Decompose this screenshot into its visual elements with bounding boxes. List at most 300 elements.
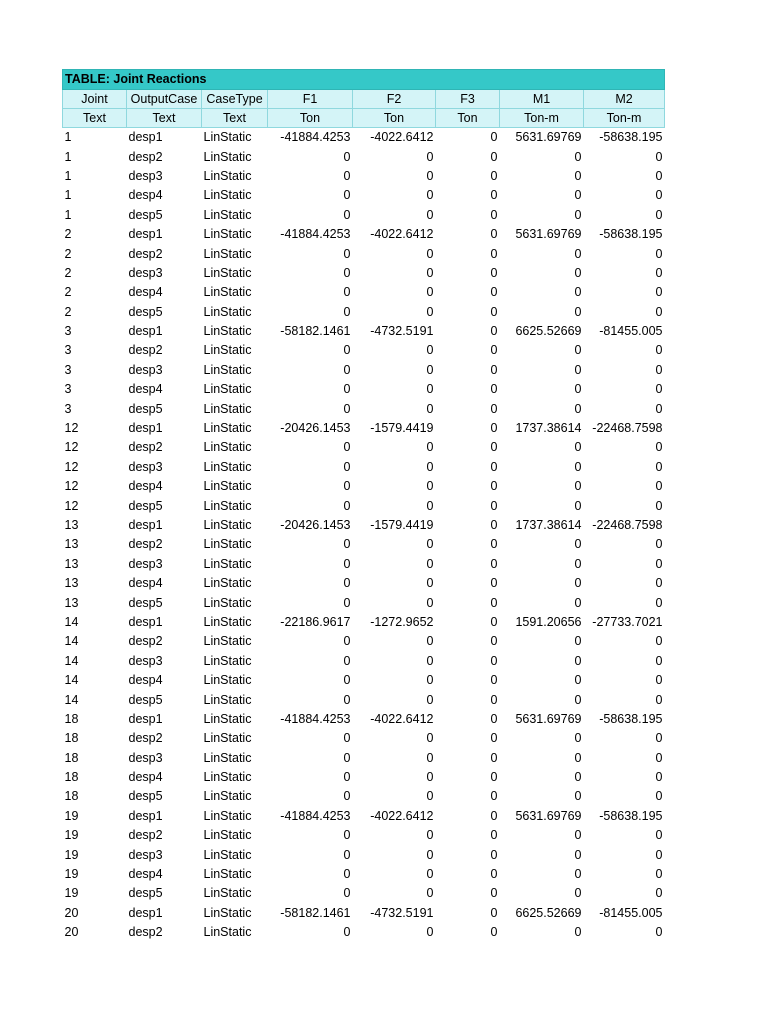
cell-m2[interactable]: 0 bbox=[655, 692, 663, 707]
cell-outputcase[interactable]: desp1 bbox=[128, 808, 163, 823]
cell-f3[interactable]: 0 bbox=[490, 556, 498, 571]
cell-outputcase[interactable]: desp5 bbox=[128, 789, 163, 804]
table-row[interactable] bbox=[63, 322, 665, 341]
cell-joint[interactable]: 19 bbox=[64, 847, 79, 862]
cell-f3[interactable]: 0 bbox=[490, 498, 498, 513]
cell-f1[interactable]: 0 bbox=[343, 634, 351, 649]
cell-outputcase[interactable]: desp4 bbox=[128, 576, 163, 591]
cell-f1[interactable]: 0 bbox=[343, 362, 351, 377]
cell-outputcase[interactable]: desp4 bbox=[128, 479, 163, 494]
cell-casetype[interactable]: LinStatic bbox=[203, 304, 252, 319]
cell-f1[interactable]: 0 bbox=[343, 673, 351, 688]
cell-casetype[interactable]: LinStatic bbox=[203, 265, 252, 280]
table-row[interactable] bbox=[63, 710, 665, 729]
cell-f3[interactable]: 0 bbox=[490, 711, 498, 726]
cell-outputcase[interactable]: desp4 bbox=[128, 188, 163, 203]
cell-f2[interactable]: 0 bbox=[426, 828, 434, 843]
cell-joint[interactable]: 19 bbox=[64, 867, 79, 882]
table-row[interactable] bbox=[63, 167, 665, 186]
cell-f3[interactable]: 0 bbox=[490, 537, 498, 552]
cell-f2[interactable]: 0 bbox=[426, 265, 434, 280]
cell-casetype[interactable]: LinStatic bbox=[203, 634, 252, 649]
cell-f2[interactable]: 0 bbox=[426, 382, 434, 397]
cell-f2[interactable]: 0 bbox=[426, 459, 434, 474]
cell-f3[interactable]: 0 bbox=[490, 576, 498, 591]
cell-m2[interactable]: 0 bbox=[655, 673, 663, 688]
col-header-f2[interactable]: F2 bbox=[353, 90, 436, 109]
cell-f3[interactable]: 0 bbox=[490, 614, 498, 629]
cell-joint[interactable]: 1 bbox=[64, 188, 72, 203]
cell-casetype[interactable]: LinStatic bbox=[203, 518, 252, 532]
cell-casetype[interactable]: LinStatic bbox=[203, 905, 252, 920]
cell-outputcase[interactable]: desp2 bbox=[128, 828, 163, 843]
cell-f3[interactable]: 0 bbox=[490, 130, 498, 145]
cell-m1[interactable]: 0 bbox=[574, 750, 582, 765]
cell-m1[interactable]: 0 bbox=[574, 731, 582, 746]
cell-joint[interactable]: 14 bbox=[64, 634, 79, 649]
cell-m2[interactable]: 0 bbox=[655, 537, 663, 552]
cell-f3[interactable]: 0 bbox=[490, 304, 498, 319]
table-row[interactable] bbox=[63, 865, 665, 884]
cell-f1[interactable]: 0 bbox=[343, 343, 351, 358]
cell-casetype[interactable]: LinStatic bbox=[203, 207, 252, 222]
cell-casetype[interactable]: LinStatic bbox=[203, 188, 252, 203]
cell-m1[interactable]: 5631.69769 bbox=[515, 227, 582, 242]
table-row[interactable] bbox=[63, 516, 665, 535]
cell-casetype[interactable]: LinStatic bbox=[203, 459, 252, 474]
cell-f3[interactable]: 0 bbox=[490, 750, 498, 765]
table-row[interactable] bbox=[63, 399, 665, 418]
cell-joint[interactable]: 14 bbox=[64, 692, 79, 707]
table-row[interactable] bbox=[63, 380, 665, 399]
table-row[interactable] bbox=[63, 555, 665, 574]
cell-joint[interactable]: 1 bbox=[64, 168, 72, 183]
cell-outputcase[interactable]: desp1 bbox=[128, 711, 163, 726]
cell-f1[interactable]: 0 bbox=[343, 149, 351, 164]
cell-f3[interactable]: 0 bbox=[490, 168, 498, 183]
cell-m2[interactable]: 0 bbox=[655, 479, 663, 494]
table-row[interactable] bbox=[63, 128, 665, 148]
cell-m1[interactable]: 0 bbox=[574, 925, 582, 940]
table-row[interactable] bbox=[63, 244, 665, 263]
cell-m1[interactable]: 0 bbox=[574, 362, 582, 377]
cell-outputcase[interactable]: desp1 bbox=[128, 905, 163, 920]
cell-f3[interactable]: 0 bbox=[490, 343, 498, 358]
cell-joint[interactable]: 3 bbox=[64, 401, 72, 416]
cell-casetype[interactable]: LinStatic bbox=[203, 673, 252, 688]
cell-f2[interactable]: 0 bbox=[426, 168, 434, 183]
cell-m2[interactable]: 0 bbox=[655, 459, 663, 474]
cell-m2[interactable]: 0 bbox=[655, 789, 663, 804]
cell-m1[interactable]: 0 bbox=[574, 285, 582, 300]
cell-casetype[interactable]: LinStatic bbox=[203, 925, 252, 940]
cell-joint[interactable]: 13 bbox=[64, 556, 79, 571]
cell-m1[interactable]: 0 bbox=[574, 498, 582, 513]
cell-m1[interactable]: 0 bbox=[574, 149, 582, 164]
cell-outputcase[interactable]: desp3 bbox=[128, 556, 163, 571]
cell-f2[interactable]: 0 bbox=[426, 440, 434, 455]
cell-f2[interactable]: -4732.5191 bbox=[370, 324, 434, 339]
cell-f2[interactable]: 0 bbox=[426, 362, 434, 377]
cell-f2[interactable]: -4022.6412 bbox=[370, 130, 434, 145]
table-row[interactable] bbox=[63, 264, 665, 283]
cell-f2[interactable]: 0 bbox=[426, 595, 434, 610]
table-row[interactable] bbox=[63, 341, 665, 360]
cell-f2[interactable]: 0 bbox=[426, 925, 434, 940]
cell-joint[interactable]: 18 bbox=[64, 731, 79, 746]
cell-m1[interactable]: 0 bbox=[574, 673, 582, 688]
table-row[interactable] bbox=[63, 729, 665, 748]
cell-outputcase[interactable]: desp3 bbox=[128, 362, 163, 377]
cell-f1[interactable]: 0 bbox=[343, 867, 351, 882]
cell-casetype[interactable]: LinStatic bbox=[203, 382, 252, 397]
cell-m2[interactable]: 0 bbox=[655, 304, 663, 319]
cell-m2[interactable]: 0 bbox=[655, 750, 663, 765]
cell-f3[interactable]: 0 bbox=[490, 905, 498, 920]
cell-f2[interactable]: -4022.6412 bbox=[370, 227, 434, 242]
cell-joint[interactable]: 1 bbox=[64, 130, 72, 145]
cell-joint[interactable]: 20 bbox=[64, 925, 79, 940]
cell-f3[interactable]: 0 bbox=[490, 207, 498, 222]
cell-outputcase[interactable]: desp5 bbox=[128, 401, 163, 416]
cell-casetype[interactable]: LinStatic bbox=[203, 537, 252, 552]
table-row[interactable] bbox=[63, 671, 665, 690]
cell-f3[interactable]: 0 bbox=[490, 149, 498, 164]
cell-casetype[interactable]: LinStatic bbox=[203, 227, 252, 242]
table-row[interactable] bbox=[63, 768, 665, 787]
cell-joint[interactable]: 2 bbox=[64, 246, 72, 261]
table-row[interactable] bbox=[63, 904, 665, 923]
cell-joint[interactable]: 14 bbox=[64, 673, 79, 688]
cell-f3[interactable]: 0 bbox=[490, 324, 498, 339]
cell-f3[interactable]: 0 bbox=[490, 808, 498, 823]
cell-m2[interactable]: 0 bbox=[655, 498, 663, 513]
cell-f1[interactable]: 0 bbox=[343, 653, 351, 668]
cell-joint[interactable]: 13 bbox=[64, 576, 79, 591]
cell-f2[interactable]: 0 bbox=[426, 285, 434, 300]
cell-casetype[interactable]: LinStatic bbox=[203, 595, 252, 610]
cell-f3[interactable]: 0 bbox=[490, 925, 498, 940]
cell-joint[interactable]: 3 bbox=[64, 362, 72, 377]
cell-m1[interactable]: 0 bbox=[574, 692, 582, 707]
cell-f2[interactable]: -4022.6412 bbox=[370, 711, 434, 726]
cell-f3[interactable]: 0 bbox=[490, 246, 498, 261]
cell-joint[interactable]: 19 bbox=[64, 828, 79, 843]
table-row[interactable] bbox=[63, 303, 665, 322]
cell-outputcase[interactable]: desp1 bbox=[128, 421, 163, 436]
cell-f3[interactable]: 0 bbox=[490, 362, 498, 377]
table-row[interactable] bbox=[63, 496, 665, 515]
cell-joint[interactable]: 3 bbox=[64, 382, 72, 397]
cell-f2[interactable]: 0 bbox=[426, 498, 434, 513]
cell-casetype[interactable]: LinStatic bbox=[203, 556, 252, 571]
cell-m1[interactable]: 0 bbox=[574, 265, 582, 280]
cell-casetype[interactable]: LinStatic bbox=[203, 770, 252, 785]
cell-outputcase[interactable]: desp1 bbox=[128, 130, 163, 145]
cell-m1[interactable]: 0 bbox=[574, 459, 582, 474]
cell-m1[interactable]: 0 bbox=[574, 867, 582, 882]
cell-f2[interactable]: 0 bbox=[426, 246, 434, 261]
table-row[interactable] bbox=[63, 361, 665, 380]
cell-f2[interactable]: 0 bbox=[426, 770, 434, 785]
table-row[interactable] bbox=[63, 147, 665, 166]
cell-m2[interactable]: -58638.195 bbox=[599, 227, 663, 242]
cell-outputcase[interactable]: desp3 bbox=[128, 459, 163, 474]
cell-outputcase[interactable]: desp2 bbox=[128, 440, 163, 455]
cell-casetype[interactable]: LinStatic bbox=[203, 285, 252, 300]
cell-f1[interactable]: 0 bbox=[343, 246, 351, 261]
cell-f1[interactable]: -41884.4253 bbox=[280, 711, 351, 726]
col-header-outputcase[interactable]: OutputCase bbox=[127, 90, 202, 109]
cell-casetype[interactable]: LinStatic bbox=[203, 324, 252, 339]
table-row[interactable] bbox=[63, 438, 665, 457]
cell-m2[interactable]: 0 bbox=[655, 576, 663, 591]
cell-m2[interactable]: 0 bbox=[655, 362, 663, 377]
cell-f3[interactable]: 0 bbox=[490, 285, 498, 300]
cell-outputcase[interactable]: desp3 bbox=[128, 168, 163, 183]
cell-f2[interactable]: 0 bbox=[426, 653, 434, 668]
cell-outputcase[interactable]: desp4 bbox=[128, 382, 163, 397]
cell-outputcase[interactable]: desp1 bbox=[128, 614, 163, 629]
table-row[interactable] bbox=[63, 845, 665, 864]
cell-f1[interactable]: 0 bbox=[343, 168, 351, 183]
cell-m2[interactable]: 0 bbox=[655, 168, 663, 183]
cell-joint[interactable]: 2 bbox=[64, 285, 72, 300]
cell-outputcase[interactable]: desp3 bbox=[128, 653, 163, 668]
cell-casetype[interactable]: LinStatic bbox=[203, 421, 252, 436]
cell-casetype[interactable]: LinStatic bbox=[203, 168, 252, 183]
cell-f1[interactable]: 0 bbox=[343, 265, 351, 280]
cell-m1[interactable]: 0 bbox=[574, 789, 582, 804]
cell-joint[interactable]: 13 bbox=[64, 537, 79, 552]
cell-f2[interactable]: 0 bbox=[426, 867, 434, 882]
cell-outputcase[interactable]: desp2 bbox=[128, 634, 163, 649]
cell-f2[interactable]: -1579.4419 bbox=[370, 518, 434, 532]
cell-outputcase[interactable]: desp4 bbox=[128, 673, 163, 688]
cell-joint[interactable]: 19 bbox=[64, 808, 79, 823]
cell-f1[interactable]: 0 bbox=[343, 537, 351, 552]
cell-m2[interactable]: 0 bbox=[655, 634, 663, 649]
cell-outputcase[interactable]: desp5 bbox=[128, 595, 163, 610]
cell-m2[interactable]: 0 bbox=[655, 149, 663, 164]
cell-casetype[interactable]: LinStatic bbox=[203, 343, 252, 358]
cell-joint[interactable]: 13 bbox=[64, 595, 79, 610]
cell-f1[interactable]: 0 bbox=[343, 382, 351, 397]
cell-m1[interactable]: 0 bbox=[574, 576, 582, 591]
cell-m1[interactable]: 1591.20656 bbox=[515, 614, 582, 629]
cell-f1[interactable]: 0 bbox=[343, 925, 351, 940]
cell-f3[interactable]: 0 bbox=[490, 382, 498, 397]
table-row[interactable] bbox=[63, 206, 665, 225]
cell-f1[interactable]: 0 bbox=[343, 576, 351, 591]
cell-m1[interactable]: 0 bbox=[574, 653, 582, 668]
cell-outputcase[interactable]: desp5 bbox=[128, 692, 163, 707]
cell-f2[interactable]: -1272.9652 bbox=[370, 614, 434, 629]
cell-joint[interactable]: 12 bbox=[64, 498, 79, 513]
cell-outputcase[interactable]: desp5 bbox=[128, 304, 163, 319]
cell-casetype[interactable]: LinStatic bbox=[203, 886, 252, 901]
cell-outputcase[interactable]: desp3 bbox=[128, 847, 163, 862]
cell-casetype[interactable]: LinStatic bbox=[203, 614, 252, 629]
cell-f2[interactable]: 0 bbox=[426, 537, 434, 552]
cell-f1[interactable]: -41884.4253 bbox=[280, 808, 351, 823]
cell-outputcase[interactable]: desp3 bbox=[128, 265, 163, 280]
table-row[interactable] bbox=[63, 535, 665, 554]
cell-m2[interactable]: -27733.7021 bbox=[592, 614, 663, 629]
cell-f2[interactable]: 0 bbox=[426, 304, 434, 319]
cell-m1[interactable]: 0 bbox=[574, 207, 582, 222]
cell-f2[interactable]: -4732.5191 bbox=[370, 905, 434, 920]
cell-m1[interactable]: 0 bbox=[574, 770, 582, 785]
table-row[interactable] bbox=[63, 613, 665, 632]
cell-f3[interactable]: 0 bbox=[490, 731, 498, 746]
cell-joint[interactable]: 18 bbox=[64, 711, 79, 726]
cell-casetype[interactable]: LinStatic bbox=[203, 362, 252, 377]
cell-f2[interactable]: 0 bbox=[426, 479, 434, 494]
cell-f1[interactable]: 0 bbox=[343, 401, 351, 416]
cell-f1[interactable]: 0 bbox=[343, 847, 351, 862]
cell-m1[interactable]: 0 bbox=[574, 479, 582, 494]
cell-m2[interactable]: 0 bbox=[655, 440, 663, 455]
cell-f1[interactable]: 0 bbox=[343, 188, 351, 203]
cell-m2[interactable]: 0 bbox=[655, 401, 663, 416]
cell-outputcase[interactable]: desp2 bbox=[128, 537, 163, 552]
cell-f3[interactable]: 0 bbox=[490, 828, 498, 843]
table-row[interactable] bbox=[63, 458, 665, 477]
cell-casetype[interactable]: LinStatic bbox=[203, 440, 252, 455]
cell-f3[interactable]: 0 bbox=[490, 595, 498, 610]
cell-f1[interactable]: 0 bbox=[343, 789, 351, 804]
cell-f1[interactable]: 0 bbox=[343, 770, 351, 785]
cell-m2[interactable]: 0 bbox=[655, 847, 663, 862]
cell-outputcase[interactable]: desp5 bbox=[128, 207, 163, 222]
cell-m2[interactable]: 0 bbox=[655, 867, 663, 882]
cell-joint[interactable]: 20 bbox=[64, 905, 79, 920]
cell-m1[interactable]: 0 bbox=[574, 382, 582, 397]
cell-casetype[interactable]: LinStatic bbox=[203, 711, 252, 726]
cell-m2[interactable]: 0 bbox=[655, 382, 663, 397]
cell-f1[interactable]: -20426.1453 bbox=[280, 421, 351, 436]
cell-f2[interactable]: 0 bbox=[426, 731, 434, 746]
cell-joint[interactable]: 2 bbox=[64, 227, 72, 242]
cell-f1[interactable]: 0 bbox=[343, 731, 351, 746]
cell-m1[interactable]: 0 bbox=[574, 188, 582, 203]
cell-joint[interactable]: 1 bbox=[64, 149, 72, 164]
table-row[interactable] bbox=[63, 787, 665, 806]
cell-m1[interactable]: 0 bbox=[574, 847, 582, 862]
cell-m1[interactable]: 5631.69769 bbox=[515, 711, 582, 726]
cell-f2[interactable]: 0 bbox=[426, 343, 434, 358]
cell-joint[interactable]: 3 bbox=[64, 324, 72, 339]
cell-m2[interactable]: 0 bbox=[655, 595, 663, 610]
cell-m1[interactable]: 0 bbox=[574, 537, 582, 552]
cell-f3[interactable]: 0 bbox=[490, 518, 498, 532]
cell-f3[interactable]: 0 bbox=[490, 440, 498, 455]
cell-outputcase[interactable]: desp1 bbox=[128, 518, 163, 532]
cell-f1[interactable]: -22186.9617 bbox=[280, 614, 351, 629]
cell-f3[interactable]: 0 bbox=[490, 227, 498, 242]
cell-m2[interactable]: 0 bbox=[655, 886, 663, 901]
cell-f2[interactable]: 0 bbox=[426, 556, 434, 571]
cell-joint[interactable]: 2 bbox=[64, 304, 72, 319]
table-row[interactable] bbox=[63, 593, 665, 612]
cell-outputcase[interactable]: desp3 bbox=[128, 750, 163, 765]
cell-f3[interactable]: 0 bbox=[490, 401, 498, 416]
cell-f1[interactable]: 0 bbox=[343, 498, 351, 513]
cell-joint[interactable]: 13 bbox=[64, 518, 79, 532]
cell-f1[interactable]: 0 bbox=[343, 459, 351, 474]
cell-f3[interactable]: 0 bbox=[490, 188, 498, 203]
cell-outputcase[interactable]: desp2 bbox=[128, 343, 163, 358]
cell-f1[interactable]: 0 bbox=[343, 440, 351, 455]
table-row[interactable] bbox=[63, 652, 665, 671]
cell-f2[interactable]: 0 bbox=[426, 847, 434, 862]
cell-m1[interactable]: 0 bbox=[574, 886, 582, 901]
cell-f3[interactable]: 0 bbox=[490, 692, 498, 707]
cell-joint[interactable]: 18 bbox=[64, 750, 79, 765]
cell-f1[interactable]: 0 bbox=[343, 886, 351, 901]
cell-f3[interactable]: 0 bbox=[490, 265, 498, 280]
cell-m1[interactable]: 6625.52669 bbox=[515, 905, 582, 920]
cell-joint[interactable]: 18 bbox=[64, 789, 79, 804]
cell-joint[interactable]: 12 bbox=[64, 479, 79, 494]
cell-f2[interactable]: 0 bbox=[426, 576, 434, 591]
cell-f1[interactable]: 0 bbox=[343, 479, 351, 494]
cell-outputcase[interactable]: desp1 bbox=[128, 324, 163, 339]
cell-f3[interactable]: 0 bbox=[490, 653, 498, 668]
cell-casetype[interactable]: LinStatic bbox=[203, 750, 252, 765]
table-row[interactable] bbox=[63, 225, 665, 244]
cell-joint[interactable]: 12 bbox=[64, 421, 79, 436]
cell-f1[interactable]: -41884.4253 bbox=[280, 227, 351, 242]
cell-m2[interactable]: 0 bbox=[655, 653, 663, 668]
table-row[interactable] bbox=[63, 749, 665, 768]
cell-m2[interactable]: -58638.195 bbox=[599, 808, 663, 823]
cell-casetype[interactable]: LinStatic bbox=[203, 401, 252, 416]
table-row[interactable] bbox=[63, 884, 665, 903]
cell-casetype[interactable]: LinStatic bbox=[203, 731, 252, 746]
cell-outputcase[interactable]: desp2 bbox=[128, 149, 163, 164]
cell-joint[interactable]: 3 bbox=[64, 343, 72, 358]
col-header-casetype[interactable]: CaseType bbox=[202, 90, 268, 109]
cell-joint[interactable]: 18 bbox=[64, 770, 79, 785]
cell-f2[interactable]: 0 bbox=[426, 401, 434, 416]
cell-m2[interactable]: 0 bbox=[655, 731, 663, 746]
cell-m1[interactable]: 0 bbox=[574, 168, 582, 183]
cell-f1[interactable]: 0 bbox=[343, 595, 351, 610]
cell-casetype[interactable]: LinStatic bbox=[203, 847, 252, 862]
cell-f3[interactable]: 0 bbox=[490, 886, 498, 901]
cell-f2[interactable]: 0 bbox=[426, 673, 434, 688]
cell-f3[interactable]: 0 bbox=[490, 770, 498, 785]
col-header-m1[interactable]: M1 bbox=[500, 90, 584, 109]
cell-casetype[interactable]: LinStatic bbox=[203, 789, 252, 804]
cell-casetype[interactable]: LinStatic bbox=[203, 828, 252, 843]
cell-f3[interactable]: 0 bbox=[490, 421, 498, 436]
cell-m1[interactable]: 5631.69769 bbox=[515, 130, 582, 145]
cell-f1[interactable]: 0 bbox=[343, 692, 351, 707]
table-row[interactable] bbox=[63, 923, 665, 942]
col-header-f1[interactable]: F1 bbox=[268, 90, 353, 109]
cell-casetype[interactable]: LinStatic bbox=[203, 246, 252, 261]
cell-f2[interactable]: -4022.6412 bbox=[370, 808, 434, 823]
cell-f2[interactable]: 0 bbox=[426, 789, 434, 804]
cell-casetype[interactable]: LinStatic bbox=[203, 498, 252, 513]
cell-f1[interactable]: -58182.1461 bbox=[280, 905, 351, 920]
cell-f1[interactable]: 0 bbox=[343, 750, 351, 765]
table-row[interactable] bbox=[63, 283, 665, 302]
cell-outputcase[interactable]: desp2 bbox=[128, 731, 163, 746]
